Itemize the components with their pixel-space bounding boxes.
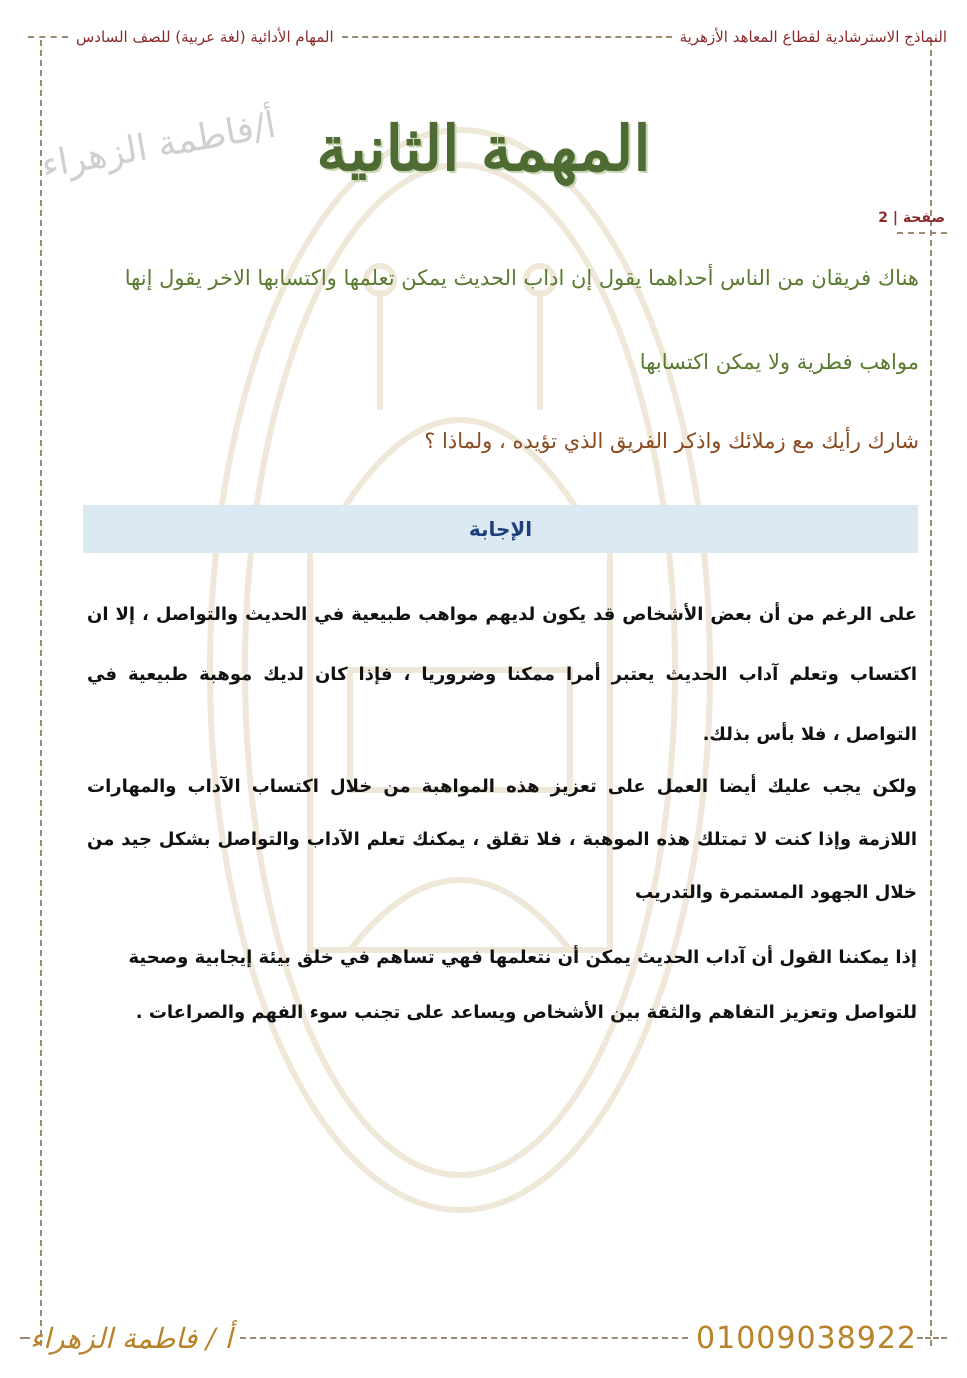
footer-divider-end	[917, 1337, 947, 1339]
page-number: صفحة | 2	[878, 210, 945, 226]
page-footer	[20, 1320, 947, 1356]
header-left-text: المهام الأدائية (لغة عربية) للصف السادس	[76, 28, 334, 46]
header-divider-end	[28, 36, 68, 38]
footer-author-name: أ / فاطمة الزهراء	[30, 1321, 233, 1355]
answer-paragraph-3: إذا يمكننا القول أن آداب الحديث يمكن أن نتعلمها فهي تساهم في خلق بيئة إيجابية وصحية للتواصل وتعزيز التفاهم والثقة بين الأشخاص ويساعد على تجنب سوء الفهم والصراعات .	[128, 947, 917, 1023]
answer-paragraph-2: ولكن يجب عليك أيضا العمل على تعزيز هذه المواهبة من خلال اكتساب الآداب والمهارات اللازمة وإذا كنت لا تمتلك هذه الموهبة ، فلا تقلق ، يمكنك تعلم الآداب والتواصل بشكل جيد من خلال الجهود المستمرة والتدريب	[87, 776, 917, 903]
footer-divider-start	[20, 1337, 30, 1339]
footer-phone-number: 01009038922	[696, 1320, 917, 1356]
answer-heading-box	[83, 505, 918, 553]
page-number-divider	[897, 232, 947, 234]
header-right-text: النماذج الاسترشادية لقطاع المعاهد الأزهرية	[679, 28, 947, 46]
question-line-2: مواهب فطرية ولا يمكن اكتسابها	[639, 350, 919, 374]
footer-divider	[240, 1337, 688, 1339]
header-divider	[342, 36, 672, 38]
question-line-3: شارك رأيك مع زملائك واذكر الفريق الذي تؤيده ، ولماذا ؟	[424, 429, 919, 453]
answer-paragraph-1: على الرغم من أن بعض الأشخاص قد يكون لديهم مواهب طبيعية في الحديث والتواصل ، إلا ان اكتساب وتعلم آداب الحديث يعتبر أمرا ممكنا وضروريا ، فإذا كان لديك موهبة طبيعية في التواصل ، فلا بأس بذلك.	[87, 604, 917, 745]
answer-heading: الإجابة	[468, 517, 533, 541]
page-header	[20, 22, 947, 52]
question-line-1: هناك فريقان من الناس أحداهما يقول إن اداب الحديث يمكن تعلمها واكتسابها الاخر يقول إنها	[124, 266, 919, 290]
watermark-author-name: أ/فاطمة الزهراء	[38, 104, 279, 187]
page-title: المهمة الثانية	[316, 112, 651, 185]
